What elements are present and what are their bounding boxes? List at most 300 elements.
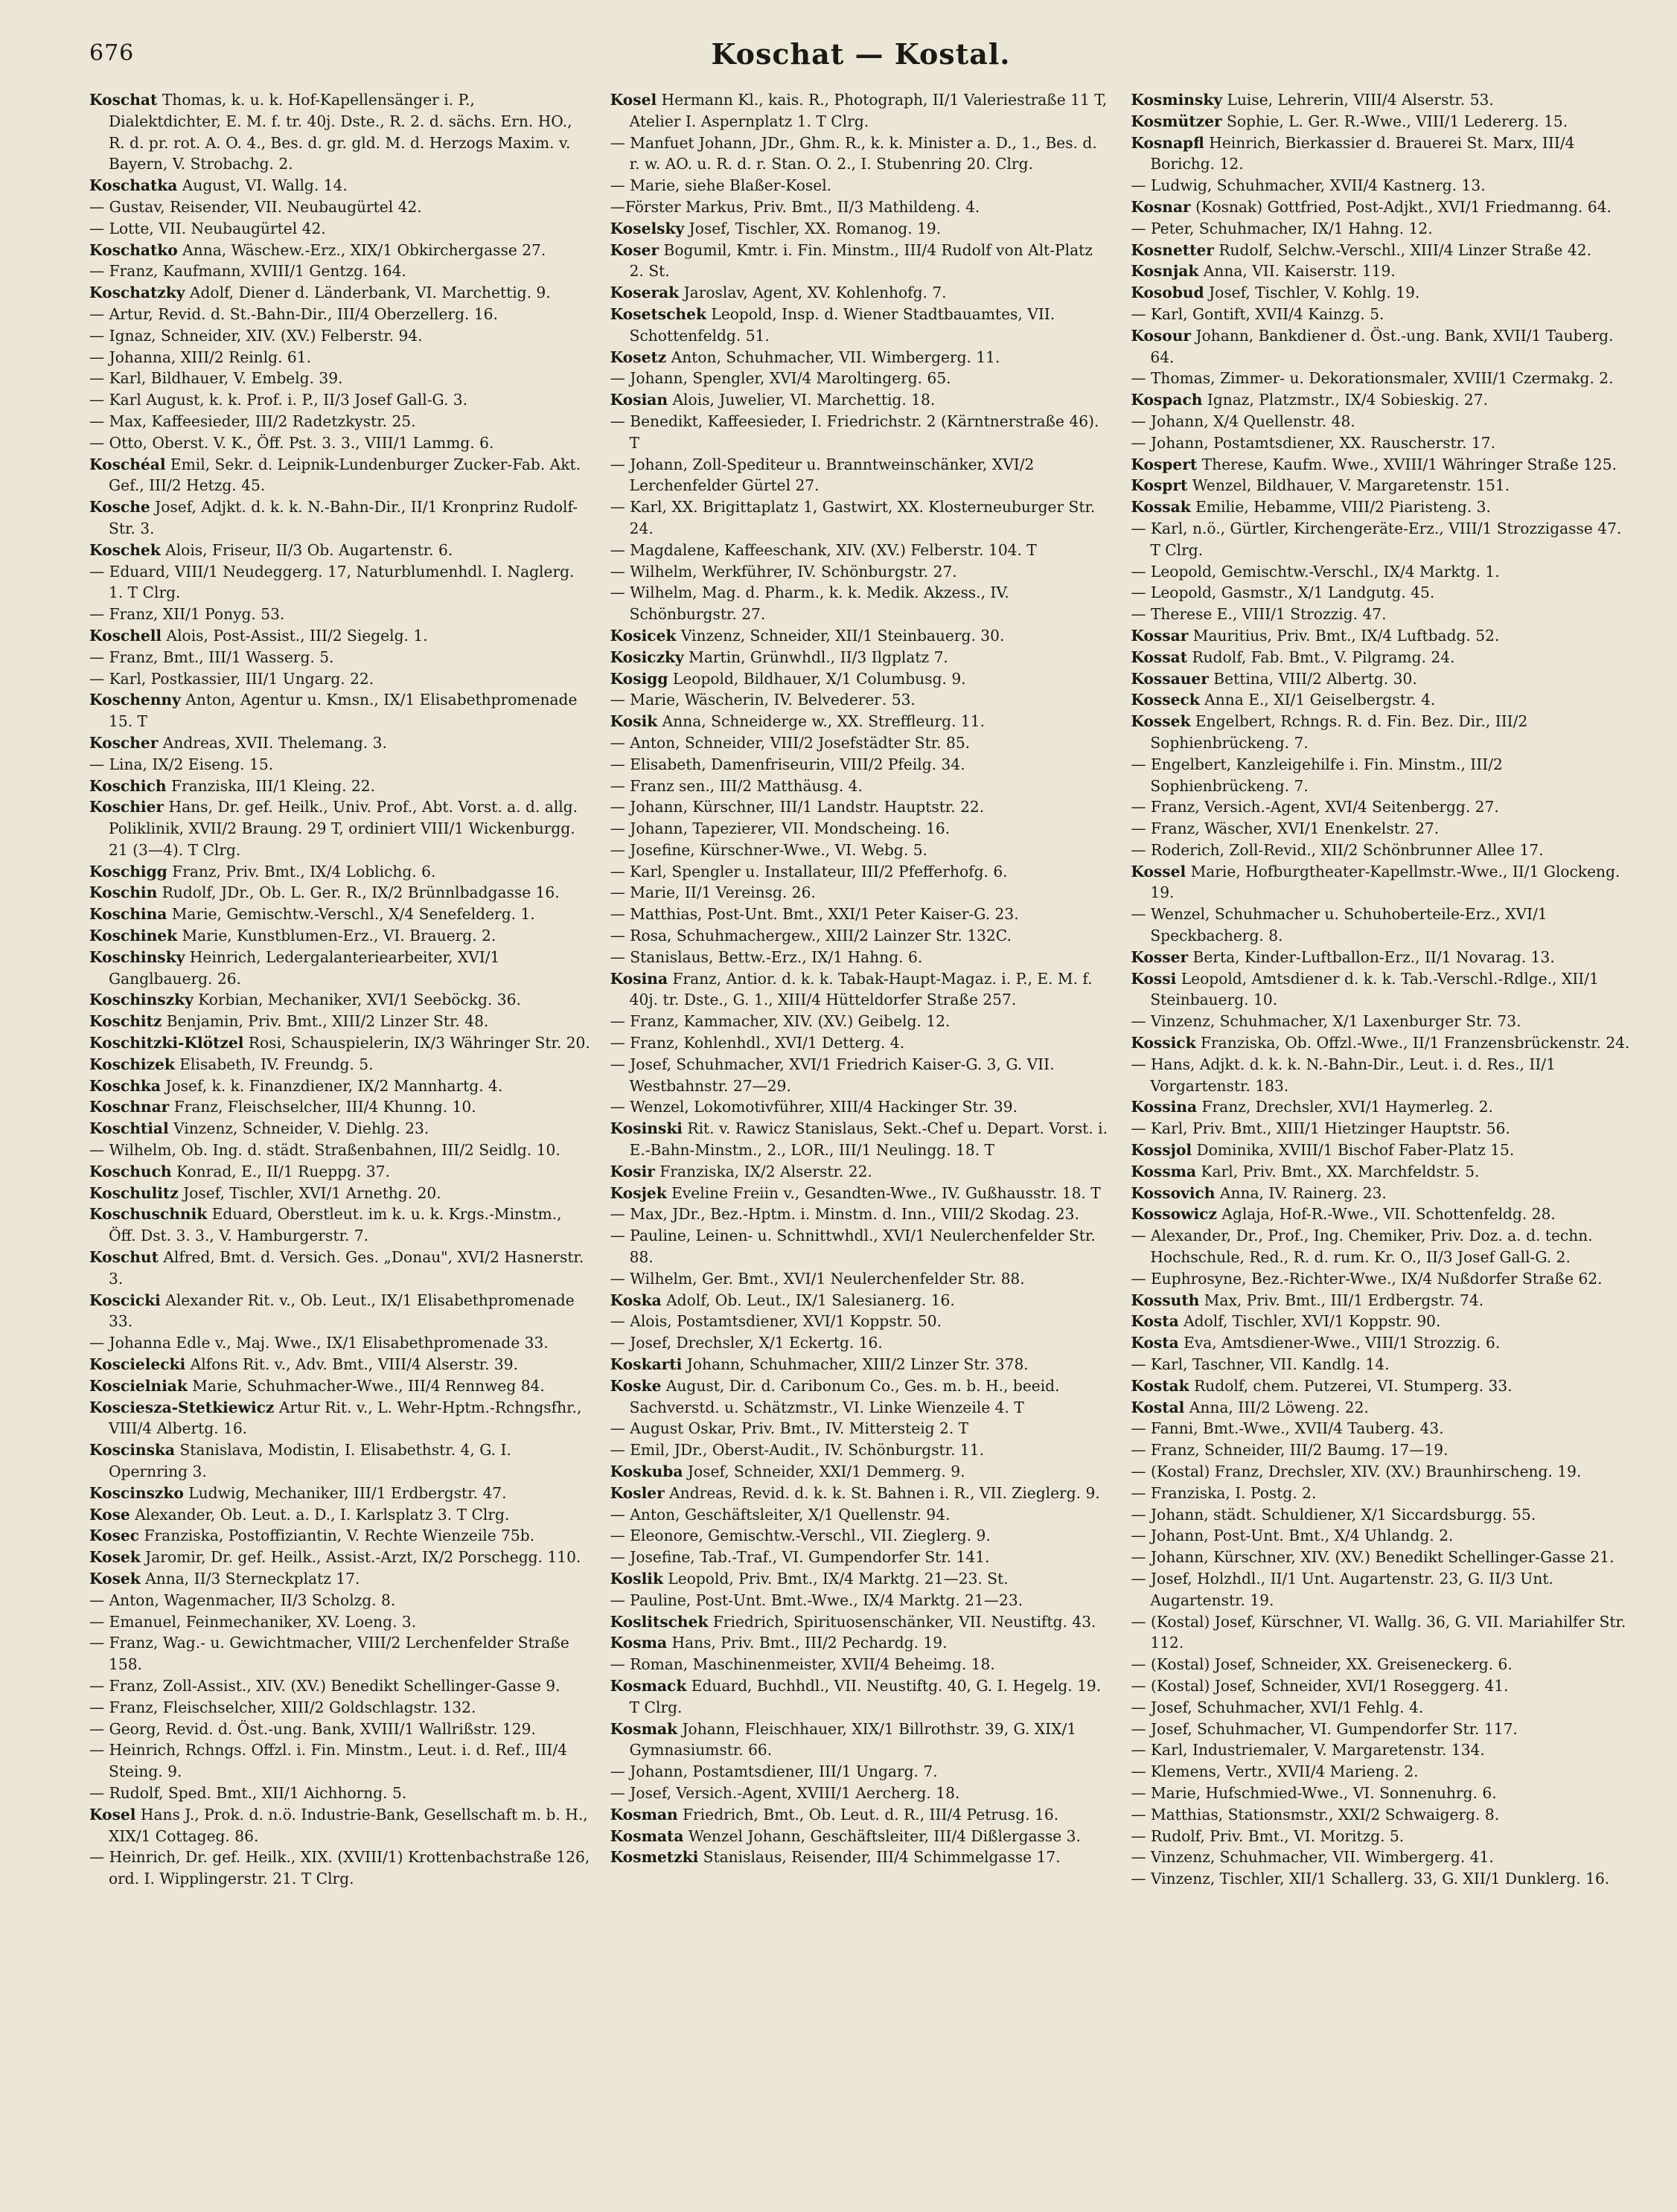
directory-entry bbox=[610, 796, 1112, 818]
directory-entry bbox=[1131, 1461, 1632, 1483]
entry-details: Franziska, Postoffiziantin, V. Rechte Wienzeile 75b. bbox=[139, 1527, 535, 1545]
directory-entry bbox=[610, 1032, 1112, 1054]
directory-entry bbox=[1131, 1225, 1632, 1268]
entry-surname: Koschenny bbox=[89, 691, 181, 709]
entry-surname: Koschnar bbox=[89, 1098, 170, 1116]
directory-entry bbox=[89, 561, 591, 604]
directory-entry bbox=[1131, 561, 1632, 583]
directory-entry bbox=[610, 1290, 1112, 1311]
entry-surname: Kosetz bbox=[610, 348, 667, 366]
entry-details: — Marie, II/1 Vereinsg. 26. bbox=[610, 883, 816, 902]
entry-surname: Kossina bbox=[1131, 1098, 1198, 1116]
entry-details: Wenzel Johann, Geschäftsleiter, III/4 Dißlergasse 3. bbox=[683, 1826, 1081, 1845]
directory-entry bbox=[1131, 1611, 1632, 1655]
directory-entry bbox=[1131, 1783, 1632, 1804]
directory-entry bbox=[610, 1311, 1112, 1332]
entry-details: Karl, Priv. Bmt., XX. Marchfeldstr. 5. bbox=[1196, 1162, 1480, 1180]
entry-details: — Vinzenz, Schuhmacher, X/1 Laxenburger Str. 73. bbox=[1131, 1012, 1521, 1031]
entry-surname: Kosprt bbox=[1131, 476, 1188, 495]
directory-entry bbox=[1131, 89, 1632, 111]
entry-details: — Johann, X/4 Quellenstr. 48. bbox=[1131, 412, 1355, 430]
entry-details: — Hans, Adjkt. d. k. k. N.-Bahn-Dir., Leut. i. d. Res., II/1 Vorgartenstr. 183. bbox=[1131, 1055, 1556, 1095]
entry-details: Leopold, Bildhauer, X/1 Columbusg. 9. bbox=[668, 669, 966, 688]
directory-entry bbox=[1131, 1761, 1632, 1783]
entry-details: — Franz, Kaufmann, XVIII/1 Gentzg. 164. bbox=[89, 262, 406, 281]
entry-surname: Koschitz bbox=[89, 1012, 162, 1031]
entry-details: — Anton, Geschäftsleiter, X/1 Quellenstr. 94. bbox=[610, 1505, 951, 1524]
entry-surname: Kosik bbox=[610, 712, 658, 731]
directory-entry bbox=[1131, 389, 1632, 411]
entry-details: — Josef, Drechsler, X/1 Eckertg. 16. bbox=[610, 1334, 883, 1352]
entry-details: — (Kostal) Josef, Kürschner, VI. Wallg. 36, G. VII. Mariahilfer Str. 112. bbox=[1131, 1612, 1626, 1652]
entry-surname: Kossel bbox=[1131, 862, 1186, 880]
entry-details: Anna, Wäschew.-Erz., XIX/1 Obkirchergasse 27. bbox=[177, 240, 546, 259]
directory-entry bbox=[1131, 1397, 1632, 1419]
entry-surname: Kossak bbox=[1131, 498, 1191, 517]
entry-details: — (Kostal) Franz, Drechsler, XIV. (XV.) Braunhirscheng. 19. bbox=[1131, 1463, 1582, 1480]
entry-details: — Georg, Revid. d. Öst.-ung. Bank, XVIII/1 Wallrißstr. 129. bbox=[89, 1719, 536, 1738]
directory-entry bbox=[610, 1225, 1112, 1268]
entry-details: — Josef, Schuhmacher, XVI/1 Friedrich Kaiser-G. 3, G. VII. Westbahnstr. 27—29. bbox=[610, 1055, 1055, 1095]
entry-surname: Kossowicz bbox=[1131, 1205, 1217, 1224]
entry-details: — Karl, Postkassier, III/1 Ungarg. 22. bbox=[89, 669, 374, 688]
entry-surname: Koschatko bbox=[89, 240, 178, 259]
entry-details: Johann, Schuhmacher, XIII/2 Linzer Str. 378. bbox=[682, 1355, 1029, 1374]
directory-entry bbox=[610, 175, 1112, 196]
page-number: 676 bbox=[89, 40, 135, 66]
entry-details: — Euphrosyne, Bez.-Richter-Wwe., IX/4 Nußdorfer Straße 62. bbox=[1131, 1269, 1603, 1288]
directory-entry bbox=[89, 1504, 591, 1526]
entry-details: — Josefine, Tab.-Traf., VI. Gumpendorfer Str. 141. bbox=[610, 1548, 990, 1567]
entry-details: — Emil, JDr., Oberst-Audit., IV. Schönburgstr. 11. bbox=[610, 1441, 985, 1460]
entry-details: — Franz, XII/1 Ponyg. 53. bbox=[89, 605, 285, 624]
directory-entry bbox=[1131, 368, 1632, 389]
directory-entry bbox=[610, 540, 1112, 561]
entry-surname: Kosetschek bbox=[610, 304, 706, 323]
directory-entry bbox=[1131, 1054, 1632, 1097]
entry-details: Engelbert, Rchngs. R. d. Fin. Bez. Dir., III/2 Sophienbrückeng. 7. bbox=[1150, 712, 1528, 752]
entry-details: Marie, Gemischtw.-Verschl., X/4 Senefelderg. 1. bbox=[167, 905, 535, 924]
directory-entry bbox=[89, 1118, 591, 1139]
directory-entry bbox=[610, 132, 1112, 176]
entry-details: — Pauline, Leinen- u. Schnittwhdl., XVI/1 Neulerchenfelder Str. 88. bbox=[610, 1227, 1096, 1267]
entry-details: August, Dir. d. Caribonum Co., Ges. m. b. H., beeid. Sachverstd. u. Schätzmstr., VI. Linke Wienzeile 4. T bbox=[629, 1376, 1060, 1416]
directory-entry bbox=[89, 1032, 591, 1054]
directory-entry bbox=[89, 1354, 591, 1375]
entry-details: — (Kostal) Josef, Schneider, XX. Greiseneckerg. 6. bbox=[1131, 1655, 1513, 1674]
entry-details: — Max, JDr., Bez.-Hptm. i. Minstm. d. Inn., VIII/2 Skodag. 23. bbox=[610, 1205, 1079, 1224]
entry-details: — Benedikt, Kaffeesieder, I. Friedrichstr. 2 (Kärntnerstraße 46). T bbox=[610, 412, 1099, 452]
entry-surname: Koscinszko bbox=[89, 1483, 184, 1502]
directory-entry bbox=[1131, 1354, 1632, 1375]
entry-details: — Wilhelm, Werkführer, IV. Schönburgstr. 27. bbox=[610, 562, 957, 581]
entry-details: Johann, Bankdiener d. Öst.-ung. Bank, XVII/1 Tauberg. 64. bbox=[1150, 326, 1614, 366]
entry-details: Anton, Agentur u. Kmsn., IX/1 Elisabethpromenade 15. T bbox=[109, 691, 578, 731]
directory-entry bbox=[610, 711, 1112, 732]
entry-details: — Wilhelm, Ob. Ing. d. städt. Straßenbahnen, III/2 Seidlg. 10. bbox=[89, 1141, 560, 1160]
entry-details: Rudolf, JDr., Ob. L. Ger. R., IX/2 Brünnlbadgasse 16. bbox=[157, 883, 560, 902]
directory-entry bbox=[610, 1826, 1112, 1847]
entry-details: Franz, Antior. d. k. k. Tabak-Haupt-Magaz. i. P., E. M. f. 40j. tr. Dste., G. 1., XIII/4 Hütteldorfer Straße 257. bbox=[629, 969, 1093, 1009]
entry-surname: Kosek bbox=[89, 1569, 141, 1588]
directory-entry bbox=[89, 689, 591, 732]
entry-surname: Koska bbox=[610, 1291, 662, 1309]
entry-details: — Otto, Oberst. V. K., Öff. Pst. 3. 3., VIII/1 Lammg. 6. bbox=[89, 433, 494, 452]
entry-surname: Koselsky bbox=[610, 219, 685, 237]
directory-entry bbox=[89, 347, 591, 368]
directory-entry bbox=[89, 1847, 591, 1890]
entry-details: — Eleonore, Gemischtw.-Verschl., VII. Zieglerg. 9. bbox=[610, 1527, 991, 1545]
entry-surname: Koschuch bbox=[89, 1162, 172, 1180]
entry-surname: Koscielniak bbox=[89, 1376, 188, 1395]
directory-entry bbox=[89, 1525, 591, 1547]
directory-entry bbox=[610, 218, 1112, 240]
directory-entry bbox=[610, 1354, 1112, 1375]
entry-details: — Johanna Edle v., Maj. Wwe., IX/1 Elisabethpromenade 33. bbox=[89, 1334, 549, 1352]
entry-details: Josef, Adjkt. d. k. k. N.-Bahn-Dir., II/1 Kronprinz Rudolf-Str. 3. bbox=[109, 498, 578, 537]
entry-surname: Kosel bbox=[89, 1805, 136, 1823]
directory-entry bbox=[610, 861, 1112, 883]
directory-entry bbox=[610, 1011, 1112, 1032]
directory-entry bbox=[1131, 1483, 1632, 1504]
entry-details: Stanislaus, Reisender, III/4 Schimmelgasse 17. bbox=[698, 1848, 1061, 1867]
entry-details: Thomas, k. u. k. Hof-Kapellensänger i. P., Dialektdichter, E. M. f. tr. 40j. Dste., R. 2. d. sächs. Ern. HO., R. d. pr. rot. A. O. 4., Bes. d. gr. gld. M. d. Herzogs Maxim. v. Bayern, V. Strobachg. 2. bbox=[109, 91, 572, 173]
entry-details: Ludwig, Mechaniker, III/1 Erdbergstr. 47. bbox=[183, 1483, 507, 1502]
entry-details: — Roman, Maschinenmeister, XVII/4 Beheimg. 18. bbox=[610, 1655, 995, 1674]
entry-surname: Kose bbox=[89, 1505, 130, 1524]
entry-surname: Kosmata bbox=[610, 1826, 684, 1845]
entry-surname: Kosigg bbox=[610, 669, 668, 688]
entry-surname: Kosina bbox=[610, 969, 668, 988]
entry-surname: Koschuschnik bbox=[89, 1205, 208, 1224]
entry-surname: Kosian bbox=[610, 391, 668, 409]
directory-entry bbox=[89, 1804, 591, 1847]
directory-entry bbox=[1131, 1654, 1632, 1675]
entry-surname: Koschizek bbox=[89, 1055, 175, 1073]
entry-details: — Marie, siehe Blaßer-Kosel. bbox=[610, 176, 832, 195]
directory-entry bbox=[89, 1096, 591, 1118]
entry-details: Sophie, L. Ger. R.-Wwe., VIII/1 Ledererg. 15. bbox=[1221, 112, 1568, 130]
directory-entry bbox=[89, 411, 591, 432]
entry-details: — Thomas, Zimmer- u. Dekorationsmaler, XVIII/1 Czermakg. 2. bbox=[1131, 369, 1614, 388]
directory-entry bbox=[89, 304, 591, 325]
directory-entry bbox=[610, 968, 1112, 1011]
entry-details: Luise, Lehrerin, VIII/4 Alserstr. 53. bbox=[1222, 91, 1494, 109]
entry-surname: Koscinska bbox=[89, 1441, 176, 1460]
directory-entry bbox=[1131, 711, 1632, 754]
entry-details: — Rudolf, Priv. Bmt., VI. Moritzg. 5. bbox=[1131, 1826, 1405, 1845]
entry-details: Berta, Kinder-Luftballon-Erz., II/1 Novarag. 13. bbox=[1188, 947, 1555, 966]
entry-surname: Koschut bbox=[89, 1248, 159, 1267]
entry-details: — Marie, Hufschmied-Wwe., VI. Sonnenuhrg. 6. bbox=[1131, 1783, 1497, 1802]
directory-entry bbox=[1131, 1868, 1632, 1890]
entry-details: Johann, Fleischhauer, XIX/1 Billrothstr. 39, G. XIX/1 Gymnasiumstr. 66. bbox=[629, 1719, 1077, 1759]
directory-entry bbox=[1131, 132, 1632, 176]
entry-details: — Franz sen., III/2 Matthäusg. 4. bbox=[610, 776, 863, 795]
entry-surname: Koschatka bbox=[89, 176, 178, 195]
entry-surname: Kosnar bbox=[1131, 197, 1191, 216]
entry-details: Josef, Tischler, XX. Romanog. 19. bbox=[684, 219, 942, 237]
directory-entry bbox=[1131, 1675, 1632, 1697]
directory-entry bbox=[610, 818, 1112, 840]
entry-surname: Koschich bbox=[89, 776, 167, 795]
entry-details: — Karl, XX. Brigittaplatz 1, Gastwirt, XX. Klosterneuburger Str. 24. bbox=[610, 498, 1096, 537]
entry-details: Rudolf, Fab. Bmt., V. Pilgramg. 24. bbox=[1187, 648, 1455, 666]
directory-entry bbox=[1131, 432, 1632, 454]
directory-entry bbox=[1131, 947, 1632, 968]
directory-entry bbox=[1131, 1118, 1632, 1139]
entry-details: Artur Rit. v., L. Wehr-Hptm.-Rchngsfhr., VIII/4 Albertg. 16. bbox=[109, 1398, 582, 1438]
directory-entry bbox=[89, 1739, 591, 1783]
entry-surname: Kosseck bbox=[1131, 691, 1200, 709]
entry-details: — Manfuet Johann, JDr., Ghm. R., k. k. Minister a. D., 1., Bes. d. r. w. AO. u. R. d. r. Stan. O. 2., I. Stubenring 20. Clrg. bbox=[610, 133, 1097, 173]
entry-details: Therese, Kaufm. Wwe., XVIII/1 Währinger Straße 125. bbox=[1197, 455, 1617, 473]
entry-details: Korbian, Mechaniker, XVI/1 Seeböckg. 36. bbox=[193, 991, 521, 1009]
entry-surname: Koschinsky bbox=[89, 947, 185, 966]
directory-entry bbox=[610, 1483, 1112, 1504]
entry-surname: Koschinek bbox=[89, 927, 178, 945]
directory-entry bbox=[610, 947, 1112, 968]
directory-entry bbox=[610, 1590, 1112, 1611]
directory-entry bbox=[610, 1632, 1112, 1654]
entry-surname: Kosnetter bbox=[1131, 240, 1214, 259]
directory-entry bbox=[1131, 325, 1632, 368]
directory-entry bbox=[89, 282, 591, 304]
entry-surname: Kosiczky bbox=[610, 648, 684, 666]
entry-surname: Kosta bbox=[1131, 1312, 1179, 1331]
entry-details: Leopold, Amtsdiener d. k. k. Tab.-Verschl.-Rdlge., XII/1 Steinbauerg. 10. bbox=[1150, 969, 1599, 1009]
directory-entry bbox=[610, 1761, 1112, 1783]
entry-details: — Karl, n.ö., Gürtler, Kirchengeräte-Erz., VIII/1 Strozzigasse 47. T Clrg. bbox=[1131, 519, 1622, 559]
entry-surname: Koschek bbox=[89, 540, 161, 559]
entry-surname: Koscielecki bbox=[89, 1355, 186, 1374]
entry-details: Rit. v. Rawicz Stanislaus, Sekt.-Chef u. Depart. Vorst. i. E.-Bahn-Minstm., 2., LOR., III/1 Neulingg. 18. T bbox=[629, 1119, 1108, 1160]
entry-details: Andreas, XVII. Thelemang. 3. bbox=[158, 733, 387, 752]
entry-details: Alexander Rit. v., Ob. Leut., IX/1 Elisabethpromenade 33. bbox=[109, 1291, 575, 1331]
directory-entry bbox=[89, 1204, 591, 1247]
entry-surname: Koschier bbox=[89, 798, 164, 816]
entry-details: — Franz, Kohlenhdl., XVI/1 Detterg. 4. bbox=[610, 1034, 905, 1052]
entry-surname: Kosmetzki bbox=[610, 1848, 699, 1867]
entry-details: — Karl, Industriemaler, V. Margaretenstr. 134. bbox=[1131, 1741, 1485, 1759]
entry-details: Heinrich, Bierkassier d. Brauerei St. Marx, III/4 Borichg. 12. bbox=[1150, 133, 1575, 173]
directory-entry bbox=[89, 861, 591, 883]
directory-entry bbox=[89, 882, 591, 904]
directory-entry bbox=[610, 754, 1112, 776]
directory-entry bbox=[610, 1719, 1112, 1762]
entry-surname: Koschatzky bbox=[89, 284, 185, 302]
directory-entry bbox=[89, 454, 591, 497]
directory-column-1 bbox=[89, 89, 591, 2196]
entry-details: —Förster Markus, Priv. Bmt., II/3 Mathildeng. 4. bbox=[610, 197, 980, 216]
directory-entry bbox=[610, 840, 1112, 861]
directory-entry bbox=[610, 1783, 1112, 1804]
entry-details: Friedrich, Bmt., Ob. Leut. d. R., III/4 Petrusg. 16. bbox=[677, 1805, 1059, 1823]
directory-entry bbox=[610, 1268, 1112, 1290]
directory-entry bbox=[1131, 1525, 1632, 1547]
entry-details: Aglaja, Hof-R.-Wwe., VII. Schottenfeldg. 28. bbox=[1216, 1205, 1556, 1224]
directory-entry bbox=[610, 282, 1112, 304]
directory-entry bbox=[89, 1247, 591, 1290]
entry-details: — Wenzel, Lokomotivführer, XIII/4 Hackinger Str. 39. bbox=[610, 1098, 1018, 1116]
entry-surname: Kosche bbox=[89, 498, 150, 517]
directory-entry bbox=[89, 1632, 591, 1675]
directory-entry bbox=[610, 1183, 1112, 1204]
directory-entry bbox=[89, 260, 591, 282]
directory-entry bbox=[1131, 475, 1632, 496]
entry-details: Elisabeth, IV. Freundg. 5. bbox=[174, 1055, 374, 1073]
entry-details: Alois, Friseur, II/3 Ob. Augartenstr. 6. bbox=[160, 540, 453, 559]
directory-entry bbox=[1131, 1568, 1632, 1611]
entry-details: Alexander, Ob. Leut. a. D., I. Karlsplatz 3. T Clrg. bbox=[130, 1505, 510, 1524]
directory-entry bbox=[89, 1783, 591, 1804]
directory-entry bbox=[610, 1418, 1112, 1439]
entry-details: Adolf, Diener d. Länderbank, VI. Marchettig. 9. bbox=[185, 284, 551, 302]
directory-entry bbox=[89, 1139, 591, 1161]
directory-entry bbox=[89, 989, 591, 1011]
directory-entry bbox=[1131, 968, 1632, 1011]
entry-details: — Vinzenz, Schuhmacher, VII. Wimbergerg. 41. bbox=[1131, 1848, 1494, 1867]
directory-entry bbox=[610, 1161, 1112, 1183]
directory-entry bbox=[89, 1590, 591, 1611]
entry-details: Franziska, III/1 Kleing. 22. bbox=[166, 776, 376, 795]
entry-details: Franz, Drechsler, XVI/1 Haymerleg. 2. bbox=[1197, 1098, 1493, 1116]
entry-surname: Kossat bbox=[1131, 648, 1188, 666]
directory-entry bbox=[610, 1675, 1112, 1719]
entry-details: Rosi, Schauspielerin, IX/3 Währinger Str. 20. bbox=[243, 1034, 590, 1052]
entry-details: Emilie, Hebamme, VIII/2 Piaristeng. 3. bbox=[1190, 498, 1491, 517]
entry-surname: Koscher bbox=[89, 733, 159, 752]
entry-details: — Alexander, Dr., Prof., Ing. Chemiker, Priv. Doz. a. d. techn. Hochschule, Red., R. d. rum. Kr. O., II/3 Josef Gall-G. 2. bbox=[1131, 1227, 1593, 1267]
directory-entry bbox=[1131, 218, 1632, 240]
entry-details: Marie, Hofburgtheater-Kapellmstr.-Wwe., II/1 Glockeng. 19. bbox=[1150, 862, 1620, 902]
entry-details: Jaromir, Dr. gef. Heilk., Assist.-Arzt, IX/2 Porschegg. 110. bbox=[140, 1548, 581, 1567]
entry-details: — Magdalene, Kaffeeschank, XIV. (XV.) Felberstr. 104. T bbox=[610, 540, 1037, 559]
entry-surname: Koschin bbox=[89, 883, 158, 902]
entry-details: — Karl, Bildhauer, V. Embelg. 39. bbox=[89, 369, 343, 388]
entry-details: — Franz, Wag.- u. Gewichtmacher, VIII/2 Lerchenfelder Straße 158. bbox=[89, 1634, 569, 1674]
entry-details: Eveline Freiin v., Gesandten-Wwe., IV. Gußhausstr. 18. T bbox=[666, 1183, 1101, 1202]
entry-details: — Wilhelm, Mag. d. Pharm., k. k. Medik. Akzess., IV. Schönburgstr. 27. bbox=[610, 584, 1009, 624]
entry-surname: Koschtial bbox=[89, 1119, 169, 1138]
entry-details: — Elisabeth, Damenfriseurin, VIII/2 Pfeilg. 34. bbox=[610, 755, 965, 773]
entry-surname: Kossek bbox=[1131, 712, 1191, 731]
entry-details: — Franz, Kammacher, XIV. (XV.) Geibelg. 12. bbox=[610, 1012, 951, 1031]
entry-surname: Kosser bbox=[1131, 947, 1189, 966]
directory-entry bbox=[89, 1183, 591, 1204]
directory-entry bbox=[610, 904, 1112, 925]
directory-entry bbox=[610, 882, 1112, 904]
entry-details: Vinzenz, Schneider, XII/1 Steinbauerg. 30. bbox=[676, 626, 1005, 645]
entry-details: — Franziska, I. Postg. 2. bbox=[1131, 1483, 1317, 1502]
entry-details: Bettina, VIII/2 Albertg. 30. bbox=[1208, 669, 1417, 688]
entry-surname: Kosmack bbox=[610, 1676, 687, 1695]
entry-details: — Lina, IX/2 Eiseng. 15. bbox=[89, 755, 274, 773]
entry-details: Jaroslav, Agent, XV. Kohlenhofg. 7. bbox=[679, 284, 947, 302]
entry-surname: Kosnjak bbox=[1131, 262, 1199, 281]
directory-entry bbox=[1131, 1418, 1632, 1439]
directory-entry bbox=[1131, 754, 1632, 797]
entry-details: — Leopold, Gasmstr., X/1 Landgutg. 45. bbox=[1131, 584, 1435, 602]
entry-details: Anna, III/2 Löweng. 22. bbox=[1184, 1398, 1369, 1416]
entry-details: Emil, Sekr. d. Leipnik-Lundenburger Zucker-Fab. Akt. Gef., III/2 Hetzg. 45. bbox=[109, 455, 581, 495]
entry-details: — Johann, Post-Unt. Bmt., X/4 Uhlandg. 2. bbox=[1131, 1527, 1454, 1545]
entry-surname: Kossick bbox=[1131, 1034, 1196, 1052]
directory-entry bbox=[1131, 818, 1632, 840]
entry-details: — Franz, Fleischselcher, XIII/2 Goldschlagstr. 132. bbox=[89, 1698, 476, 1716]
directory-entry bbox=[1131, 904, 1632, 947]
entry-surname: Kosma bbox=[610, 1634, 668, 1652]
entry-details: (Kosnak) Gottfried, Post-Adjkt., XVI/1 Friedmanng. 64. bbox=[1190, 197, 1611, 216]
entry-details: Eduard, Oberstleut. im k. u. k. Krgs.-Minstm., Öff. Dst. 3. 3., V. Hamburgerstr. 7. bbox=[109, 1205, 562, 1245]
entry-details: Adolf, Ob. Leut., IX/1 Salesianerg. 16. bbox=[661, 1291, 955, 1309]
directory-entry bbox=[89, 89, 591, 175]
entry-details: Eduard, Buchhdl., VII. Neustiftg. 40, G. I. Hegelg. 19. T Clrg. bbox=[629, 1676, 1102, 1716]
entry-details: — Franz, Zoll-Assist., XIV. (XV.) Benedikt Schellinger-Gasse 9. bbox=[89, 1676, 560, 1695]
directory-entry bbox=[89, 604, 591, 625]
directory-entry bbox=[610, 561, 1112, 583]
directory-entry bbox=[1131, 1826, 1632, 1847]
directory-entry bbox=[89, 925, 591, 947]
entry-details: Alfons Rit. v., Adv. Bmt., VIII/4 Alserstr. 39. bbox=[185, 1355, 519, 1374]
entry-details: — Johann, Kürschner, III/1 Landstr. Hauptstr. 22. bbox=[610, 798, 985, 816]
entry-surname: Kossma bbox=[1131, 1162, 1197, 1180]
entry-details: — Karl, Gontift, XVII/4 Kainzg. 5. bbox=[1131, 304, 1384, 323]
directory-entry bbox=[610, 1118, 1112, 1161]
directory-entry bbox=[89, 1547, 591, 1568]
entry-surname: Kosjek bbox=[610, 1183, 667, 1202]
directory-entry bbox=[89, 496, 591, 540]
entry-details: Dominika, XVIII/1 Bischof Faber-Platz 15. bbox=[1192, 1141, 1515, 1160]
entry-details: — Roderich, Zoll-Revid., XII/2 Schönbrunner Allee 17. bbox=[1131, 840, 1544, 859]
directory-entry bbox=[89, 904, 591, 925]
directory-entry bbox=[1131, 196, 1632, 218]
directory-entry bbox=[1131, 625, 1632, 647]
entry-details: — Ludwig, Schuhmacher, XVII/4 Kastnerg. 13. bbox=[1131, 176, 1486, 195]
directory-entry bbox=[1131, 111, 1632, 132]
entry-details: Vinzenz, Schneider, V. Diehlg. 23. bbox=[168, 1119, 429, 1138]
entry-details: — Therese E., VIII/1 Strozzig. 47. bbox=[1131, 605, 1387, 624]
directory-entry bbox=[610, 647, 1112, 668]
directory-entry bbox=[1131, 1547, 1632, 1568]
directory-entry bbox=[610, 1375, 1112, 1419]
directory-entry bbox=[89, 1675, 591, 1697]
directory-entry bbox=[1131, 1204, 1632, 1225]
directory-entry bbox=[610, 1611, 1112, 1633]
entry-details: Josef, k. k. Finanzdiener, IX/2 Mannhartg. 4. bbox=[160, 1076, 503, 1095]
directory-entry bbox=[89, 668, 591, 690]
directory-entry bbox=[610, 1096, 1112, 1118]
directory-entry bbox=[89, 947, 591, 990]
entry-details: Friedrich, Spirituosenschänker, VII. Neustiftg. 43. bbox=[708, 1612, 1096, 1631]
entry-surname: Koschinszky bbox=[89, 991, 194, 1009]
directory-entry bbox=[89, 432, 591, 454]
directory-entry bbox=[610, 196, 1112, 218]
entry-surname: Kosir bbox=[610, 1162, 655, 1180]
entry-details: — Franz, Wäscher, XVI/1 Enenkelstr. 27. bbox=[1131, 819, 1440, 838]
entry-details: Franz, Priv. Bmt., IX/4 Loblichg. 6. bbox=[167, 862, 436, 880]
entry-surname: Kosta bbox=[1131, 1334, 1179, 1352]
entry-details: — Emanuel, Feinmechaniker, XV. Loeng. 3. bbox=[89, 1612, 417, 1631]
entry-details: — Leopold, Gemischtw.-Verschl., IX/4 Marktg. 1. bbox=[1131, 562, 1500, 581]
entry-details: — Franz, Versich.-Agent, XVI/4 Seitenbergg. 27. bbox=[1131, 798, 1499, 816]
entry-details: Hans J., Prok. d. n.ö. Industrie-Bank, Gesellschaft m. b. H., XIX/1 Cottageg. 86. bbox=[109, 1805, 588, 1845]
entry-details: — Heinrich, Rchngs. Offzl. i. Fin. Minstm., Leut. i. d. Ref., III/4 Steing. 9. bbox=[89, 1741, 567, 1781]
entry-details: Mauritius, Priv. Bmt., IX/4 Luftbadg. 52. bbox=[1188, 626, 1500, 645]
entry-details: — Wenzel, Schuhmacher u. Schuhoberteile-Erz., XVI/1 Speckbacherg. 8. bbox=[1131, 905, 1547, 945]
directory-entry bbox=[1131, 1719, 1632, 1740]
directory-entry bbox=[610, 1204, 1112, 1225]
